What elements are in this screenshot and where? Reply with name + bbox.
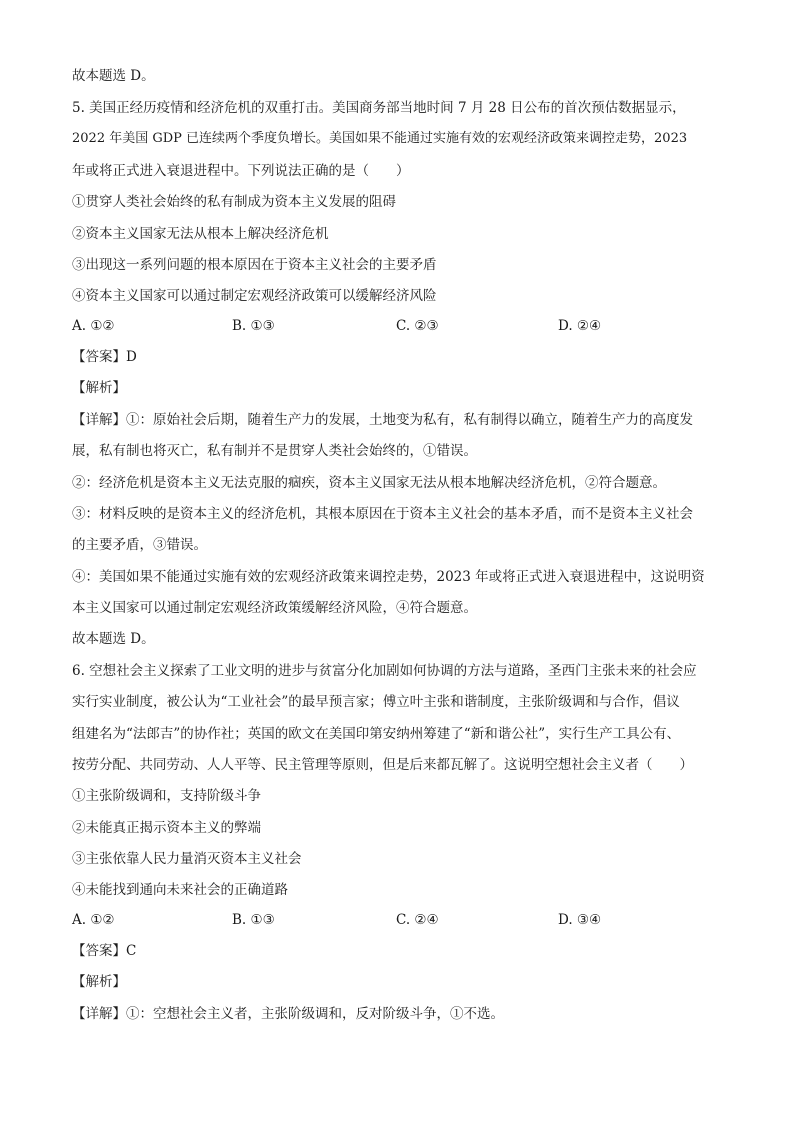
question-6-statement-4: ④未能找到通向未来社会的正确道路 xyxy=(72,882,288,898)
question-5-stem: 2022 年美国 GDP 已连续两个季度负增长。美国如果不能通过实施有效的宏观经济政策来调控走势，2023 xyxy=(72,131,688,146)
question-6-stem: 组建名为“法郎吉”的协作社；英国的欧文在美国印第安纳州筹建了“新和谐公社”，实行生产工具公有、 xyxy=(72,726,681,742)
conclusion-line: 故本题选 D。 xyxy=(72,68,155,84)
question-6-options xyxy=(72,910,732,930)
question-6-stem: 6. 空想社会主义探索了工业文明的进步与贫富分化加剧如何协调的方法与道路，圣西门主张未来的社会应 xyxy=(72,663,697,679)
question-5-options xyxy=(72,316,732,336)
question-5-stem: 年或将正式进入衰退进程中。下列说法正确的是（ ） xyxy=(72,163,410,179)
question-6-statement-2: ②未能真正揭示资本主义的弊端 xyxy=(72,820,261,836)
analysis-label: 【解析】 xyxy=(72,380,126,396)
option-a: A. ①② xyxy=(72,912,115,928)
question-5-statement-1: ①贯穿人类社会始终的私有制成为资本主义发展的阻碍 xyxy=(72,194,396,210)
option-d: D. ②④ xyxy=(558,318,602,334)
explanation-line: 本主义国家可以通过制定宏观经济政策缓解经济风险，④符合题意。 xyxy=(72,600,477,616)
explanation-line: 【详解】①：原始社会后期，随着生产力的发展，土地变为私有，私有制得以确立，随着生产力的高度发 xyxy=(72,412,693,428)
explanation-line: 展，私有制也将灭亡，私有制并不是贯穿人类社会始终的，①错误。 xyxy=(72,443,477,459)
question-5-statement-2: ②资本主义国家无法从根本上解决经济危机 xyxy=(72,226,329,242)
answer-label: 【答案】D xyxy=(72,349,137,365)
explanation-line: 【详解】①：空想社会主义者，主张阶级调和，反对阶级斗争，①不选。 xyxy=(72,1006,504,1022)
question-6-statement-3: ③主张依靠人民力量消灭资本主义社会 xyxy=(72,851,302,867)
question-5-stem: 5. 美国正经历疫情和经济危机的双重打击。美国商务部当地时间 7 月 28 日公布的首次预估数据显示， xyxy=(72,100,686,116)
option-c: C. ②④ xyxy=(396,912,439,928)
option-a: A. ①② xyxy=(72,318,115,334)
explanation-line: ②：经济危机是资本主义无法克服的痼疾，资本主义国家无法从根本地解决经济危机，②符合题意。 xyxy=(72,475,666,491)
explanation-line: 的主要矛盾，③错误。 xyxy=(72,537,207,553)
option-c: C. ②③ xyxy=(396,318,439,334)
question-6-stem: 按劳分配、共同劳动、人人平等、民主管理等原则，但是后来都瓦解了。这说明空想社会主义者（ ） xyxy=(72,757,693,773)
answer-label: 【答案】C xyxy=(72,943,137,959)
conclusion-line: 故本题选 D。 xyxy=(72,631,155,647)
option-b: B. ①③ xyxy=(232,318,275,334)
option-b: B. ①③ xyxy=(232,912,275,928)
explanation-line: ④：美国如果不能通过实施有效的宏观经济政策来调控走势，2023 年或将正式进入衰退进程中，这说明资 xyxy=(72,569,705,585)
question-6-statement-1: ①主张阶级调和，支持阶级斗争 xyxy=(72,788,261,804)
question-5-statement-3: ③出现这一系列问题的根本原因在于资本主义社会的主要矛盾 xyxy=(72,257,437,273)
question-6-stem: 实行实业制度，被公认为“工业社会”的最早预言家；傅立叶主张和谐制度，主张阶级调和与合作，倡议 xyxy=(72,694,680,710)
question-5-statement-4: ④资本主义国家可以通过制定宏观经济政策可以缓解经济风险 xyxy=(72,288,437,304)
option-d: D. ③④ xyxy=(558,912,602,928)
explanation-line: ③：材料反映的是资本主义的经济危机，其根本原因在于资本主义社会的基本矛盾，而不是资本主义社会 xyxy=(72,506,693,522)
analysis-label: 【解析】 xyxy=(72,974,126,990)
